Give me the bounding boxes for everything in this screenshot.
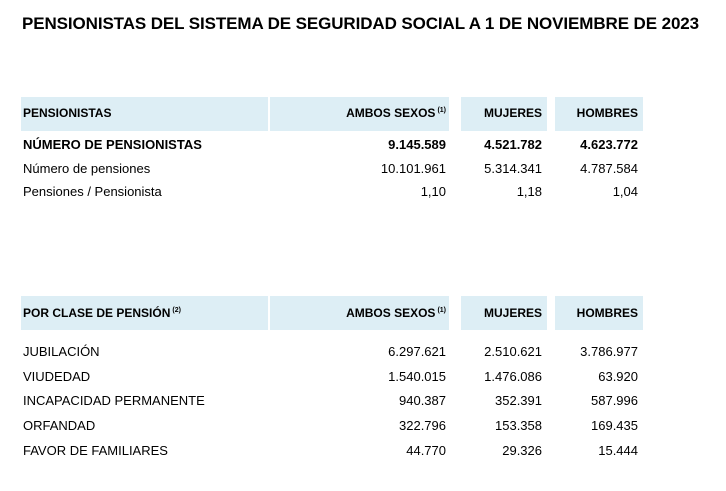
table1-row-label: Pensiones / Pensionista	[23, 184, 162, 199]
table1-row-label: Número de pensiones	[23, 161, 151, 176]
table1-header-mujeres: MUJERES	[483, 106, 542, 120]
table1-header-ambos-label: AMBOS SEXOS	[346, 106, 436, 120]
table2-header-clase	[23, 306, 181, 320]
table1-row-label: NÚMERO DE PENSIONISTAS	[23, 137, 202, 152]
table1-cell-ambos: 1,10	[420, 184, 446, 199]
table1-header-ambos	[346, 106, 446, 120]
table2-header-mujeres: MUJERES	[483, 306, 542, 320]
table2-cell-ambos: 322.796	[399, 418, 446, 433]
table2-row-label: INCAPACIDAD PERMANENTE	[23, 393, 205, 408]
table2-cell-ambos: 44.770	[406, 443, 446, 458]
table2-row-label: ORFANDAD	[23, 418, 96, 433]
table1-header-pensionistas: PENSIONISTAS	[23, 106, 112, 120]
table2-cell-ambos: 1.540.015	[388, 369, 446, 384]
table2-header-ambos-label: AMBOS SEXOS	[346, 306, 436, 320]
table2-row-label: JUBILACIÓN	[23, 344, 100, 359]
page-title: PENSIONISTAS DEL SISTEMA DE SEGURIDAD SOCIAL A 1 DE NOVIEMBRE DE 2023	[22, 14, 700, 33]
table1-cell-ambos: 10.101.961	[380, 161, 446, 176]
table2-cell-hombres: 3.786.977	[580, 344, 638, 359]
table2-cell-ambos: 6.297.621	[388, 344, 446, 359]
table1-cell-mujeres: 4.521.782	[484, 137, 542, 152]
table1-cell-hombres: 4.623.772	[580, 137, 638, 152]
table2-cell-mujeres: 2.510.621	[484, 344, 542, 359]
table2-row-label: FAVOR DE FAMILIARES	[23, 443, 168, 458]
table1-cell-hombres: 4.787.584	[580, 161, 638, 176]
table1-cell-hombres: 1,04	[612, 184, 638, 199]
table1-header-note: (1)	[437, 107, 446, 114]
table2-cell-mujeres: 29.326	[502, 443, 542, 458]
table1-cell-mujeres: 1,18	[516, 184, 542, 199]
table2-header-clase-label: POR CLASE DE PENSIÓN	[23, 306, 171, 320]
table2-cell-hombres: 587.996	[591, 393, 638, 408]
table1-cell-mujeres: 5.314.341	[484, 161, 542, 176]
table2-cell-mujeres: 352.391	[495, 393, 542, 408]
table2-cell-hombres: 15.444	[598, 443, 638, 458]
table2-row-label: VIUDEDAD	[23, 369, 91, 384]
table2-cell-hombres: 169.435	[591, 418, 638, 433]
table2-cell-hombres: 63.920	[598, 369, 638, 384]
table2-cell-ambos: 940.387	[399, 393, 446, 408]
table2-header-ambos	[346, 306, 446, 320]
table1-header-hombres: HOMBRES	[576, 106, 638, 120]
table2-header-note-2: (2)	[172, 307, 181, 314]
table2-header-hombres: HOMBRES	[576, 306, 638, 320]
table2-cell-mujeres: 153.358	[495, 418, 542, 433]
table2-header-note-1: (1)	[437, 307, 446, 314]
table2-cell-mujeres: 1.476.086	[484, 369, 542, 384]
table1-cell-ambos: 9.145.589	[388, 137, 446, 152]
